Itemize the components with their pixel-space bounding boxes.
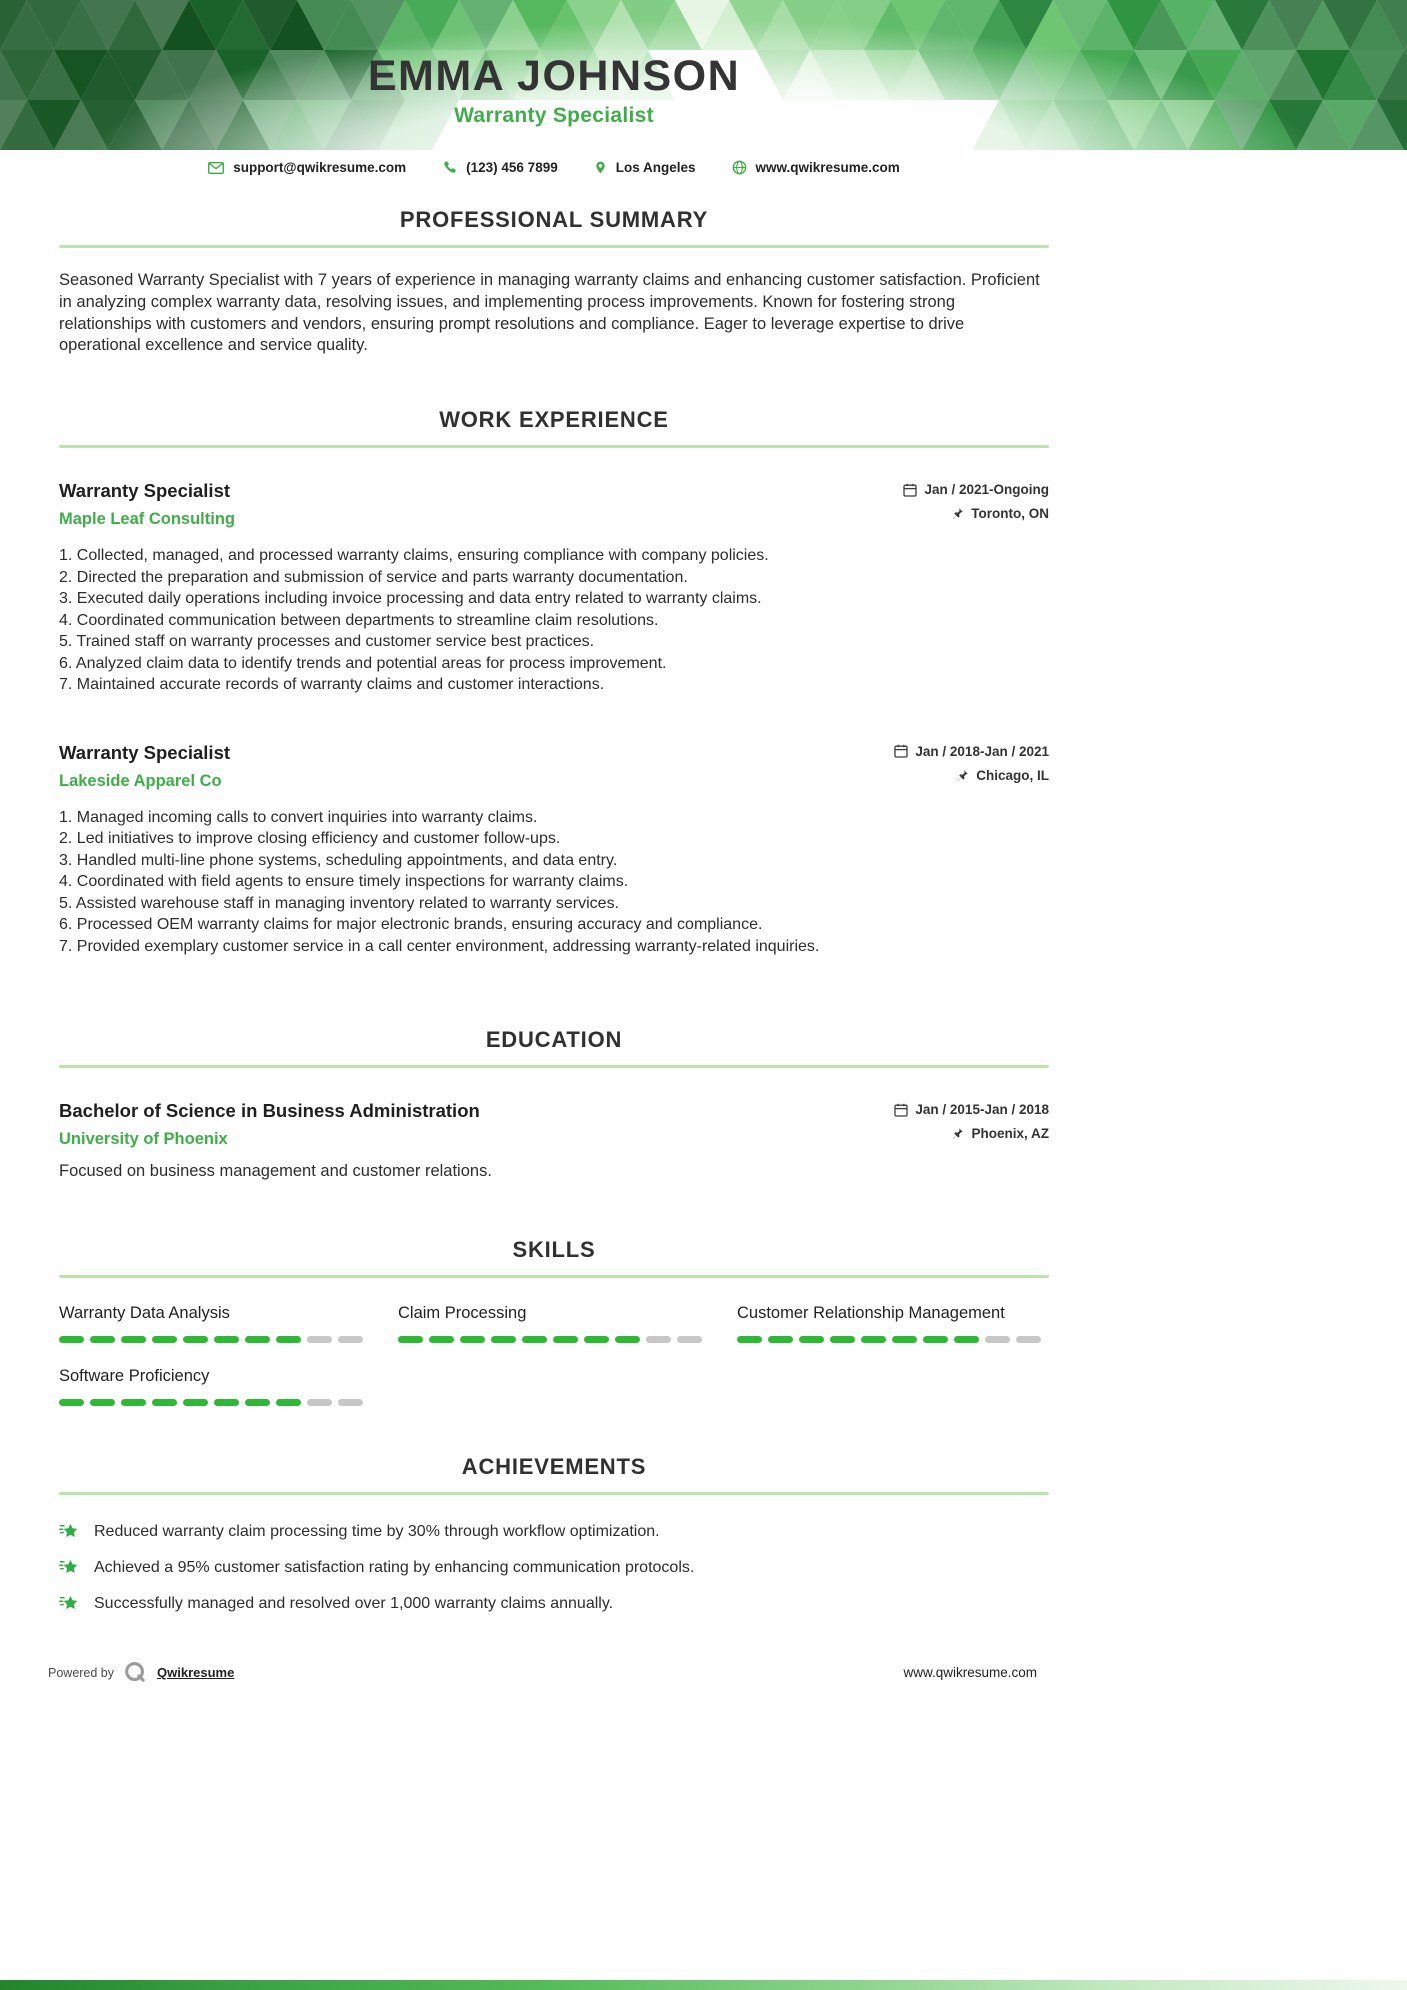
section-heading-experience: WORK EXPERIENCE — [439, 407, 669, 433]
experience-bullet: Led initiatives to improve closing efficiency and customer follow-ups. — [76, 830, 561, 848]
job-title: Warranty Specialist — [59, 480, 231, 502]
contact-location-text: Los Angeles — [615, 160, 696, 175]
calendar-icon — [903, 483, 917, 497]
experience-bullet: Analyzed claim data to identify trends and potential areas for process improvement. — [75, 654, 667, 672]
education-entry-titles — [59, 1100, 480, 1149]
calendar-icon — [894, 1103, 908, 1117]
skill-level-bar — [398, 1336, 710, 1343]
calendar-icon — [894, 744, 908, 758]
job-dates — [894, 744, 1049, 759]
achievement-text: Successfully managed and resolved over 1,000 warranty claims annually. — [94, 1594, 614, 1612]
job-location-text: Toronto, ON — [971, 506, 1049, 522]
education-entry — [59, 1100, 1049, 1181]
contact-website-text: www.qwikresume.com — [755, 160, 900, 175]
resume-header — [0, 0, 1407, 150]
section-heading-education: EDUCATION — [485, 1027, 623, 1053]
skill-level-bar — [59, 1399, 371, 1406]
experience-bullet: Assisted warehouse staff in managing inventory related to warranty services. — [75, 894, 620, 912]
experience-bullet: Executed daily operations including invoice processing and data entry related to warranty claims. — [76, 590, 762, 608]
experience-entry-titles — [59, 480, 235, 529]
skill-level-bar — [737, 1336, 1049, 1343]
job-company: Lakeside Apparel Co — [59, 771, 222, 790]
bottom-green-strip — [0, 1980, 1407, 1990]
experience-bullet: Managed incoming calls to convert inquiries into warranty claims. — [76, 808, 538, 826]
experience-entry-titles — [59, 742, 230, 791]
skill-item — [398, 1304, 710, 1343]
section-work-experience — [59, 407, 1049, 957]
skill-name: Claim Processing — [398, 1304, 527, 1323]
resume-content — [59, 207, 1049, 1614]
experience-bullet: Provided exemplary customer service in a call center environment, addressing warranty-related inquiries. — [76, 937, 820, 955]
experience-bullet: Handled multi-line phone systems, scheduling appointments, and data entry. — [76, 851, 618, 869]
globe-icon — [732, 160, 747, 175]
section-divider — [59, 445, 1049, 448]
job-dates-text: Jan / 2018-Jan / 2021 — [915, 743, 1049, 759]
pushpin-icon — [951, 507, 964, 520]
education-meta — [894, 1100, 1049, 1141]
skill-item — [59, 1367, 371, 1406]
skill-name: Software Proficiency — [59, 1367, 210, 1386]
footer-website-text: www.qwikresume.com — [903, 1665, 1037, 1681]
skills-grid — [59, 1304, 1049, 1406]
experience-bullet: Coordinated communication between departments to streamline claim resolutions. — [76, 611, 659, 629]
job-meta — [903, 480, 1049, 521]
contact-email-text: support@qwikresume.com — [233, 160, 407, 175]
experience-bullet: Coordinated with field agents to ensure timely inspections for warranty claims. — [76, 873, 629, 891]
section-divider — [59, 1065, 1049, 1068]
hero-text-block — [59, 0, 1049, 128]
experience-bullet: Directed the preparation and submission of service and parts warranty documentation. — [76, 568, 688, 586]
experience-bullet-list — [59, 545, 1049, 696]
contact-row — [59, 160, 1049, 175]
experience-bullet: Maintained accurate records of warranty claims and customer interactions. — [76, 676, 605, 694]
contact-website — [732, 160, 900, 175]
contact-phone-text: (123) 456 7899 — [466, 160, 558, 175]
degree-title: Bachelor of Science in Business Administration — [59, 1100, 480, 1122]
experience-bullet: Processed OEM warranty claims for major electronic brands, ensuring accuracy and compliance. — [76, 916, 763, 934]
experience-entry-2 — [59, 742, 1049, 958]
education-location — [951, 1126, 1049, 1141]
section-professional-summary — [59, 207, 1049, 357]
education-dates — [894, 1102, 1049, 1117]
section-divider — [59, 245, 1049, 248]
qwikresume-link[interactable]: Qwikresume — [157, 1665, 235, 1681]
achievement-text: Achieved a 95% customer satisfaction rating by enhancing communication protocols. — [94, 1558, 695, 1576]
section-skills — [59, 1237, 1049, 1406]
achievement-text: Reduced warranty claim processing time by 30% through workflow optimization. — [94, 1522, 660, 1540]
experience-bullet: Trained staff on warranty processes and customer service best practices. — [76, 633, 595, 651]
section-education — [59, 1027, 1049, 1181]
skill-item — [59, 1304, 371, 1343]
skill-item — [737, 1304, 1049, 1343]
education-note: Focused on business management and customer relations. — [59, 1162, 492, 1181]
job-location — [951, 506, 1049, 521]
achievement-item — [59, 1521, 1049, 1542]
job-dates-text: Jan / 2021-Ongoing — [924, 482, 1049, 498]
candidate-name: EMMA JOHNSON — [367, 52, 741, 100]
achievement-item — [59, 1593, 1049, 1614]
experience-entry-header — [59, 480, 1049, 529]
achievement-star-icon — [59, 1593, 80, 1614]
skill-level-bar — [59, 1336, 371, 1343]
job-company: Maple Leaf Consulting — [59, 510, 236, 529]
section-heading-achievements: ACHIEVEMENTS — [461, 1454, 647, 1480]
education-entry-header — [59, 1100, 1049, 1149]
job-dates — [903, 482, 1049, 497]
school-name: University of Phoenix — [59, 1130, 228, 1149]
section-heading-skills: SKILLS — [512, 1237, 596, 1263]
footer-branding — [48, 1660, 234, 1685]
pushpin-icon — [956, 769, 969, 782]
achievement-star-icon — [59, 1521, 80, 1542]
achievement-item — [59, 1557, 1049, 1578]
experience-bullet: Collected, managed, and processed warranty claims, ensuring compliance with company policies. — [76, 547, 769, 565]
experience-entry-header — [59, 742, 1049, 791]
pushpin-icon — [951, 1127, 964, 1140]
job-location-text: Chicago, IL — [976, 767, 1049, 783]
job-location — [956, 768, 1049, 783]
skill-name: Warranty Data Analysis — [59, 1304, 230, 1323]
education-dates-text: Jan / 2015-Jan / 2018 — [915, 1102, 1049, 1118]
candidate-title: Warranty Specialist — [454, 104, 654, 128]
education-location-text: Phoenix, AZ — [971, 1126, 1049, 1142]
location-pin-icon — [594, 160, 607, 175]
summary-text: Seasoned Warranty Specialist with 7 years of experience in managing warranty claims and enhancing customer satisfaction. Proficient in analyzing complex warranty data, resolving issues, and implementing process improvements. Known for fostering strong relationships with customers and vendors, ensuring prompt resolutions and compliance. Eager to leverage expertise to drive operational excellence and service quality. — [59, 271, 1040, 355]
job-meta — [894, 742, 1049, 783]
page-footer — [48, 1660, 1037, 1685]
achievements-list — [59, 1521, 1049, 1614]
experience-entry-1 — [59, 480, 1049, 696]
qwikresume-logo-icon — [123, 1660, 148, 1685]
skill-name: Customer Relationship Management — [737, 1304, 1005, 1323]
job-title: Warranty Specialist — [59, 741, 231, 763]
section-heading-summary: PROFESSIONAL SUMMARY — [399, 207, 709, 232]
mail-icon — [208, 162, 224, 174]
contact-phone — [442, 160, 558, 175]
contact-email — [208, 160, 406, 175]
section-divider — [59, 1275, 1049, 1278]
contact-location — [594, 160, 696, 175]
powered-by-label: Powered by — [48, 1665, 115, 1680]
achievement-star-icon — [59, 1557, 80, 1578]
section-divider — [59, 1492, 1049, 1495]
section-achievements — [59, 1454, 1049, 1614]
phone-icon — [442, 160, 457, 175]
experience-bullet-list — [59, 807, 1049, 958]
